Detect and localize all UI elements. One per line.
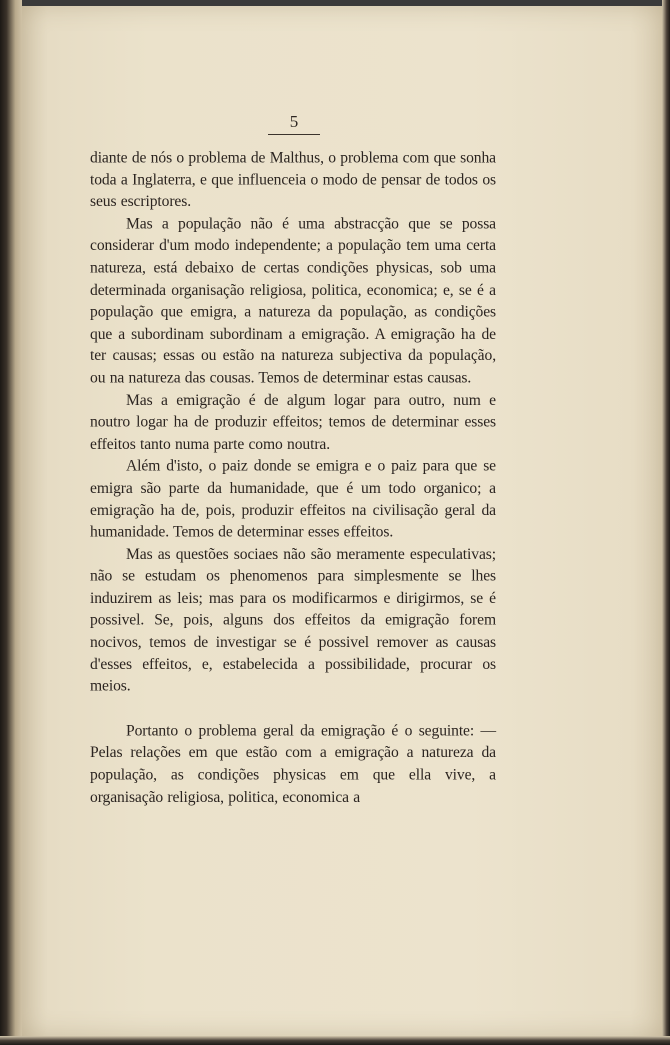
- paragraph: diante de nós o problema de Malthus, o problema com que sonha toda a Inglaterra, e que influenceia o modo de pensar de todos os seus escriptores.: [90, 149, 496, 211]
- paragraph: Mas a população não é uma abstracção que se possa considerar d'um modo independente; a população tem uma certa natureza, está debaixo de certas condições physicas, sob uma determinada organisação religiosa, politica, economica; e, se é a população que emigra, a natureza da população, as condições que a subordinam subordinam a emigração. A emigração ha de ter causas; essas ou estão na natureza subjectiva da população, ou na natureza das cousas. Temos de determinar estas causas.: [90, 215, 496, 387]
- page-number: 5: [289, 112, 299, 131]
- body-text: [90, 147, 496, 808]
- paragraph: Mas a emigração é de algum logar para outro, num e noutro logar ha de produzir effeitos; temos de determinar esses effeitos tanto numa parte como noutra.: [90, 391, 496, 453]
- paragraph: Portanto o problema geral da emigração é o seguinte: — Pelas relações em que estão com a emigração a natureza da população, as condições physicas em que ella vive, a organisação religiosa, politica, economica a: [90, 722, 496, 806]
- book-spine-edge: [0, 0, 22, 1045]
- header-rule: [268, 134, 320, 135]
- paragraph: Além d'isto, o paiz donde se emigra e o paiz para que se emigra são parte da humanidade, que é um todo organico; a emigração ha de, pois, produzir effeitos na civilisação geral da humanidade. Temos de determinar esses effeitos.: [90, 457, 496, 541]
- page-bottom-edge: [0, 1036, 670, 1045]
- paragraph: Mas as questões sociaes não são meramente especulativas; não se estudam os phenomenos para simplesmente se lhes induzirem as leis; mas para os modificarmos e dirigirmos, se é possivel. Se, pois, alguns dos effeitos da emigração forem nocivos, temos de investigar se é possivel remover as causas d'esses effeitos, e, estabelecida a possibilidade, procurar os meios.: [90, 545, 496, 695]
- page-right-edge: [662, 0, 670, 1045]
